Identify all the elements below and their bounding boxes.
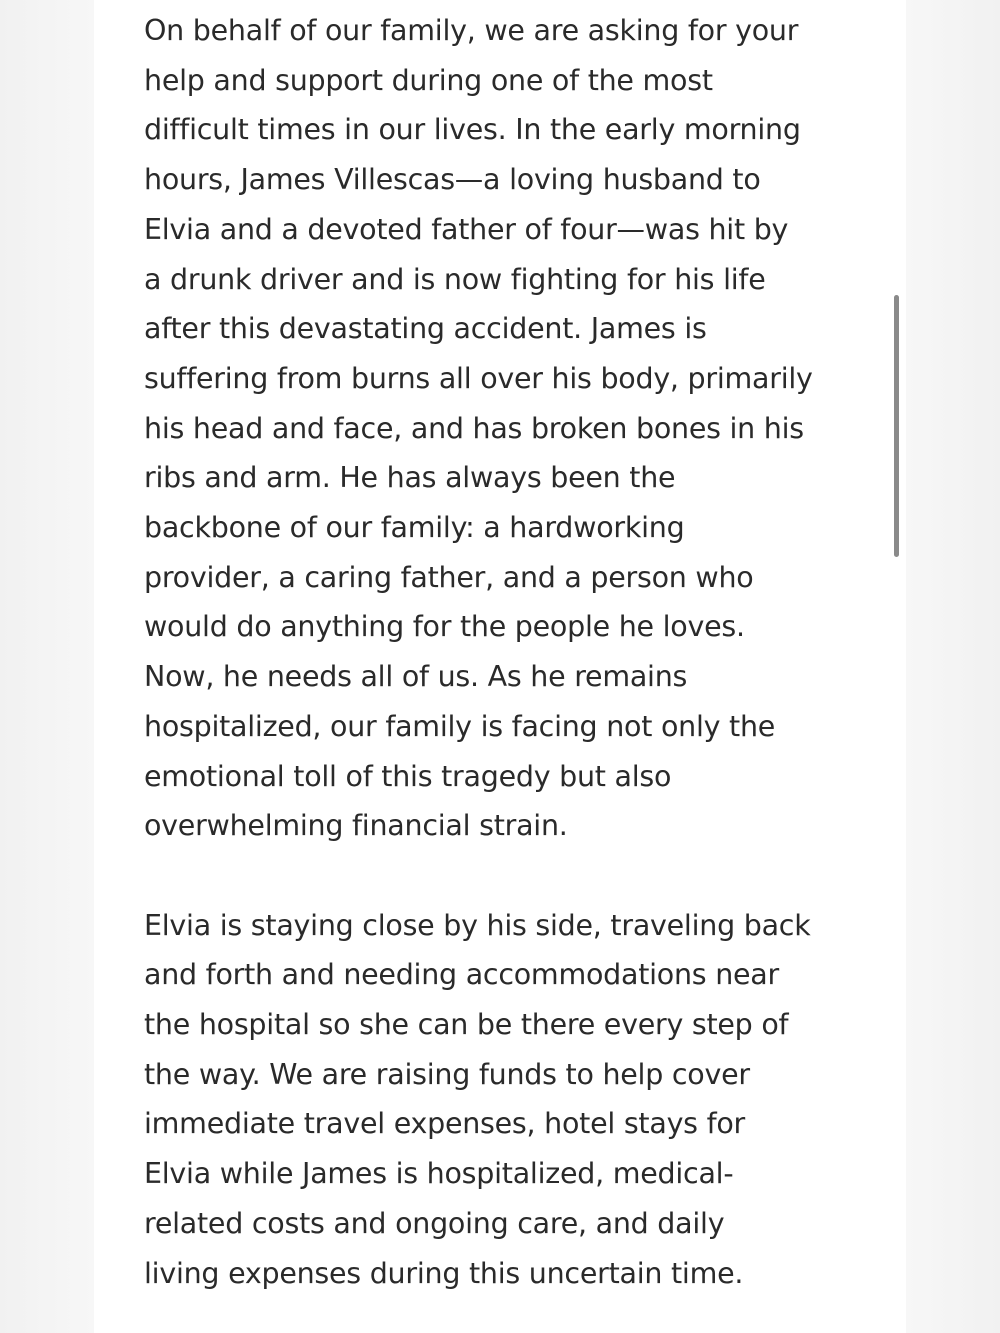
story-line: would do anything for the people he loves. (144, 610, 745, 644)
story-paragraph-2 (144, 901, 864, 1299)
story-text (144, 6, 864, 1298)
story-line: the way. We are raising funds to help cover (144, 1057, 750, 1091)
story-line: immediate travel expenses, hotel stays for (144, 1107, 746, 1141)
story-line: provider, a caring father, and a person who (144, 560, 754, 594)
story-line: suffering from burns all over his body, primarily (144, 361, 813, 395)
story-line: hours, James Villescas—a loving husband to (144, 163, 761, 197)
story-line: backbone of our family: a hardworking (144, 511, 685, 545)
story-line: ribs and arm. He has always been the (144, 461, 676, 495)
story-line: hospitalized, our family is facing not only the (144, 709, 776, 743)
story-line: and forth and needing accommodations near (144, 958, 779, 992)
story-line: the hospital so she can be there every step of (144, 1008, 789, 1042)
story-line: related costs and ongoing care, and daily (144, 1206, 725, 1240)
story-line: a drunk driver and is now fighting for his life (144, 262, 766, 296)
story-line: Now, he needs all of us. As he remains (144, 660, 688, 694)
story-line: his head and face, and has broken bones in his (144, 411, 804, 445)
story-line: overwhelming financial strain. (144, 809, 568, 843)
story-line: On behalf of our family, we are asking for your (144, 14, 799, 47)
story-paragraph-1 (144, 6, 864, 851)
scrollbar-thumb[interactable] (894, 295, 899, 557)
story-line: Elvia is staying close by his side, traveling back (144, 908, 811, 942)
story-line: Elvia and a devoted father of four—was hit by (144, 212, 789, 246)
paragraph-spacer (144, 851, 864, 901)
story-line: emotional toll of this tragedy but also (144, 759, 672, 793)
story-line: difficult times in our lives. In the early morning (144, 113, 801, 147)
story-line: help and support during one of the most (144, 63, 713, 97)
story-card (94, 0, 906, 1333)
story-line: after this devastating accident. James is (144, 312, 707, 346)
story-line: Elvia while James is hospitalized, medical- (144, 1157, 734, 1191)
story-line: living expenses during this uncertain time. (144, 1256, 744, 1290)
